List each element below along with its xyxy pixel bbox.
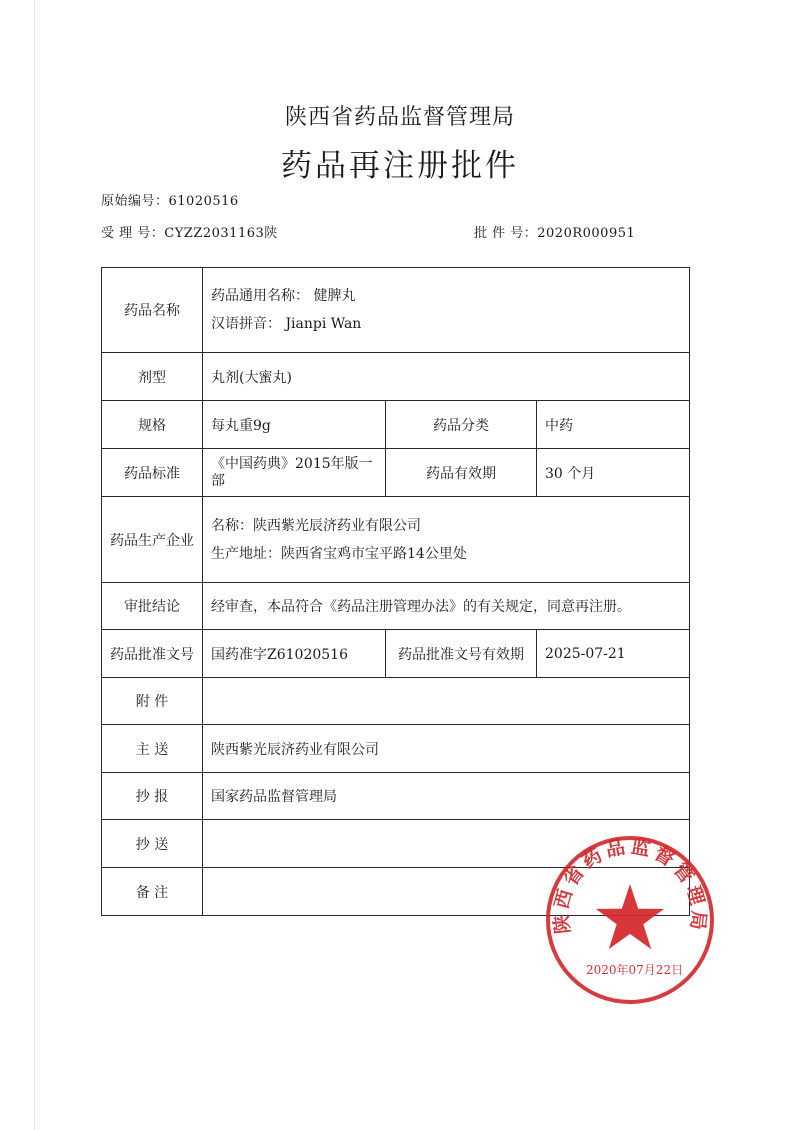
approval-document-number [474,222,635,241]
table-row [102,449,690,497]
manufacturer-label: 药品生产企业 [102,497,203,583]
attachment-value [203,678,690,725]
conclusion-value: 经审查，本品符合《药品注册管理办法》的有关规定，同意再注册。 [203,583,690,630]
table-row [102,401,690,449]
approval-validity-label: 药品批准文号有效期 [386,630,537,678]
document-title: 药品再注册批件 [281,148,519,184]
standard-value: 《中国药典》2015年版一部 [203,449,386,497]
table-row [102,773,690,820]
dosage-form-value: 丸剂(大蜜丸) [203,353,690,401]
approval-document-number-label: 批 件 号： [474,226,538,241]
manufacturer-cell [203,497,690,583]
table-row [102,725,690,773]
remarks-label: 备 注 [102,868,203,916]
send-to-value: 陕西紫光辰济药业有限公司 [203,725,690,773]
generic-name: 药品通用名称： 健脾丸 [211,288,356,304]
drug-name-label: 药品名称 [102,268,203,353]
copy-to-label: 抄 送 [102,820,203,868]
acceptance-number-label: 受 理 号： [101,226,165,241]
category-value: 中药 [537,401,690,449]
table-row [102,353,690,401]
validity-value: 30 个月 [537,449,690,497]
send-to-label: 主 送 [102,725,203,773]
drug-name-cell [203,268,690,353]
approval-document-number-value: 2020R000951 [537,226,636,241]
spec-label: 规格 [102,401,203,449]
category-label: 药品分类 [386,401,537,449]
approval-validity-value: 2025-07-21 [537,630,690,678]
manufacturer-address: 生产地址：陕西省宝鸡市宝平路14公里处 [211,545,467,562]
table-row [102,820,690,868]
spec-value: 每丸重9g [203,401,386,449]
acceptance-number [101,222,278,241]
dosage-form-label: 剂型 [102,353,203,401]
table-row [102,630,690,678]
approval-table [101,267,690,916]
original-number [101,190,239,209]
approval-number-label: 药品批准文号 [102,630,203,678]
acceptance-number-value: CYZZ2031163陕 [164,226,278,241]
manufacturer-name: 名称：陕西紫光辰济药业有限公司 [211,517,421,534]
remarks-value [203,868,690,916]
report-to-label: 抄 报 [102,773,203,820]
seal-date: 2020年07月22日 [586,963,684,977]
report-to-value: 国家药品监督管理局 [203,773,690,820]
copy-to-value [203,820,690,868]
table-row [102,678,690,725]
pinyin-name: 汉语拼音： Jianpi Wan [211,316,362,332]
approval-number-value: 国药准字Z61020516 [203,630,386,678]
table-row [102,268,690,353]
seal-text: 陕西省药品监督管理局 [550,835,710,935]
table-row [102,583,690,630]
conclusion-label: 审批结论 [102,583,203,630]
original-number-label: 原始编号： [101,194,169,209]
original-number-value: 61020516 [168,194,239,209]
standard-label: 药品标准 [102,449,203,497]
table-row [102,497,690,583]
attachment-label: 附 件 [102,678,203,725]
validity-label: 药品有效期 [386,449,537,497]
table-row [102,868,690,916]
authority-heading: 陕西省药品监督管理局 [284,105,515,130]
